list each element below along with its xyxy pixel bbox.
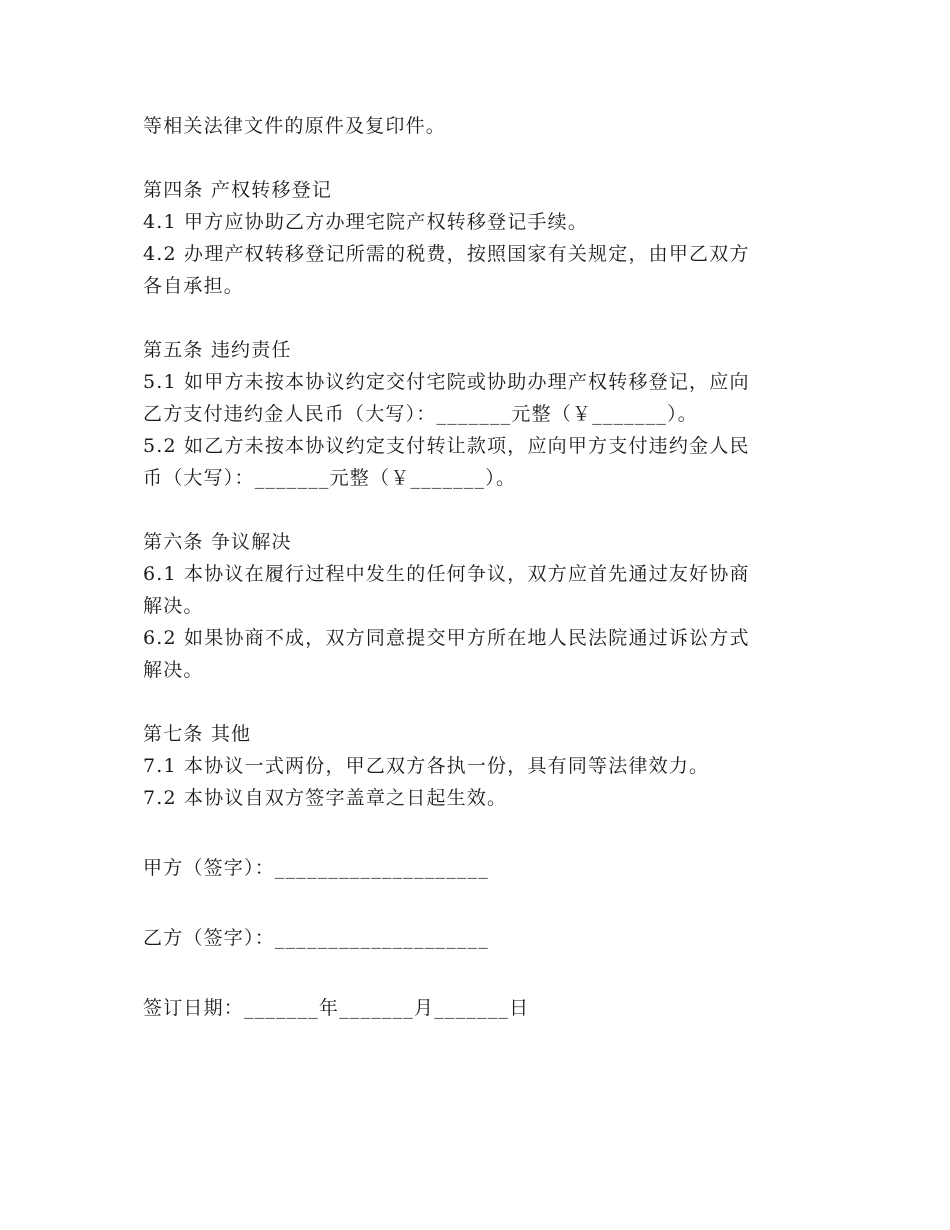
clause-5-1-cont: 乙方支付违约金人民币（大写）：_______元整（￥_______）。 xyxy=(143,403,699,425)
document-body xyxy=(143,110,795,1024)
paragraph-spacer xyxy=(143,954,795,992)
paragraph-spacer xyxy=(143,884,795,922)
section-heading-6: 第六条 争议解决 xyxy=(143,531,292,553)
clause-4-2-cont: 各自承担。 xyxy=(143,275,245,297)
paragraph-spacer xyxy=(143,686,795,718)
clause-7-1: 7.1 本协议一式两份，甲乙双方各执一份，具有同等法律效力。 xyxy=(143,755,710,777)
section-heading-4: 第四条 产权转移登记 xyxy=(143,179,333,201)
clause-5-1: 5.1 如甲方未按本协议约定交付宅院或协助办理产权转移登记，应向 xyxy=(143,371,750,393)
paragraph-line: 等相关法律文件的原件及复印件。 xyxy=(143,115,447,137)
paragraph-spacer xyxy=(143,814,795,852)
clause-5-2: 5.2 如乙方未按本协议约定支付转让款项，应向甲方支付违约金人民 xyxy=(143,435,750,457)
paragraph-spacer xyxy=(143,494,795,526)
section-heading-5: 第五条 违约责任 xyxy=(143,339,292,361)
clause-7-2: 7.2 本协议自双方签字盖章之日起生效。 xyxy=(143,787,508,809)
clause-6-2: 6.2 如果协商不成，双方同意提交甲方所在地人民法院通过诉讼方式 xyxy=(143,627,750,649)
clause-6-2-cont: 解决。 xyxy=(143,659,204,681)
clause-5-2-cont: 币（大写）：_______元整（￥_______）。 xyxy=(143,467,517,489)
paragraph-spacer xyxy=(143,142,795,174)
paragraph-spacer xyxy=(143,302,795,334)
clause-6-1-cont: 解决。 xyxy=(143,595,204,617)
party-b-signature: 乙方（签字）：____________________ xyxy=(143,927,489,949)
section-heading-7: 第七条 其他 xyxy=(143,723,252,745)
clause-4-2: 4.2 办理产权转移登记所需的税费，按照国家有关规定，由甲乙双方 xyxy=(143,243,750,265)
clause-4-1: 4.1 甲方应协助乙方办理宅院产权转移登记手续。 xyxy=(143,211,589,233)
clause-6-1: 6.1 本协议在履行过程中发生的任何争议，双方应首先通过友好协商 xyxy=(143,563,750,585)
signing-date: 签订日期：_______年_______月_______日 xyxy=(143,997,530,1019)
party-a-signature: 甲方（签字）：____________________ xyxy=(143,857,489,879)
